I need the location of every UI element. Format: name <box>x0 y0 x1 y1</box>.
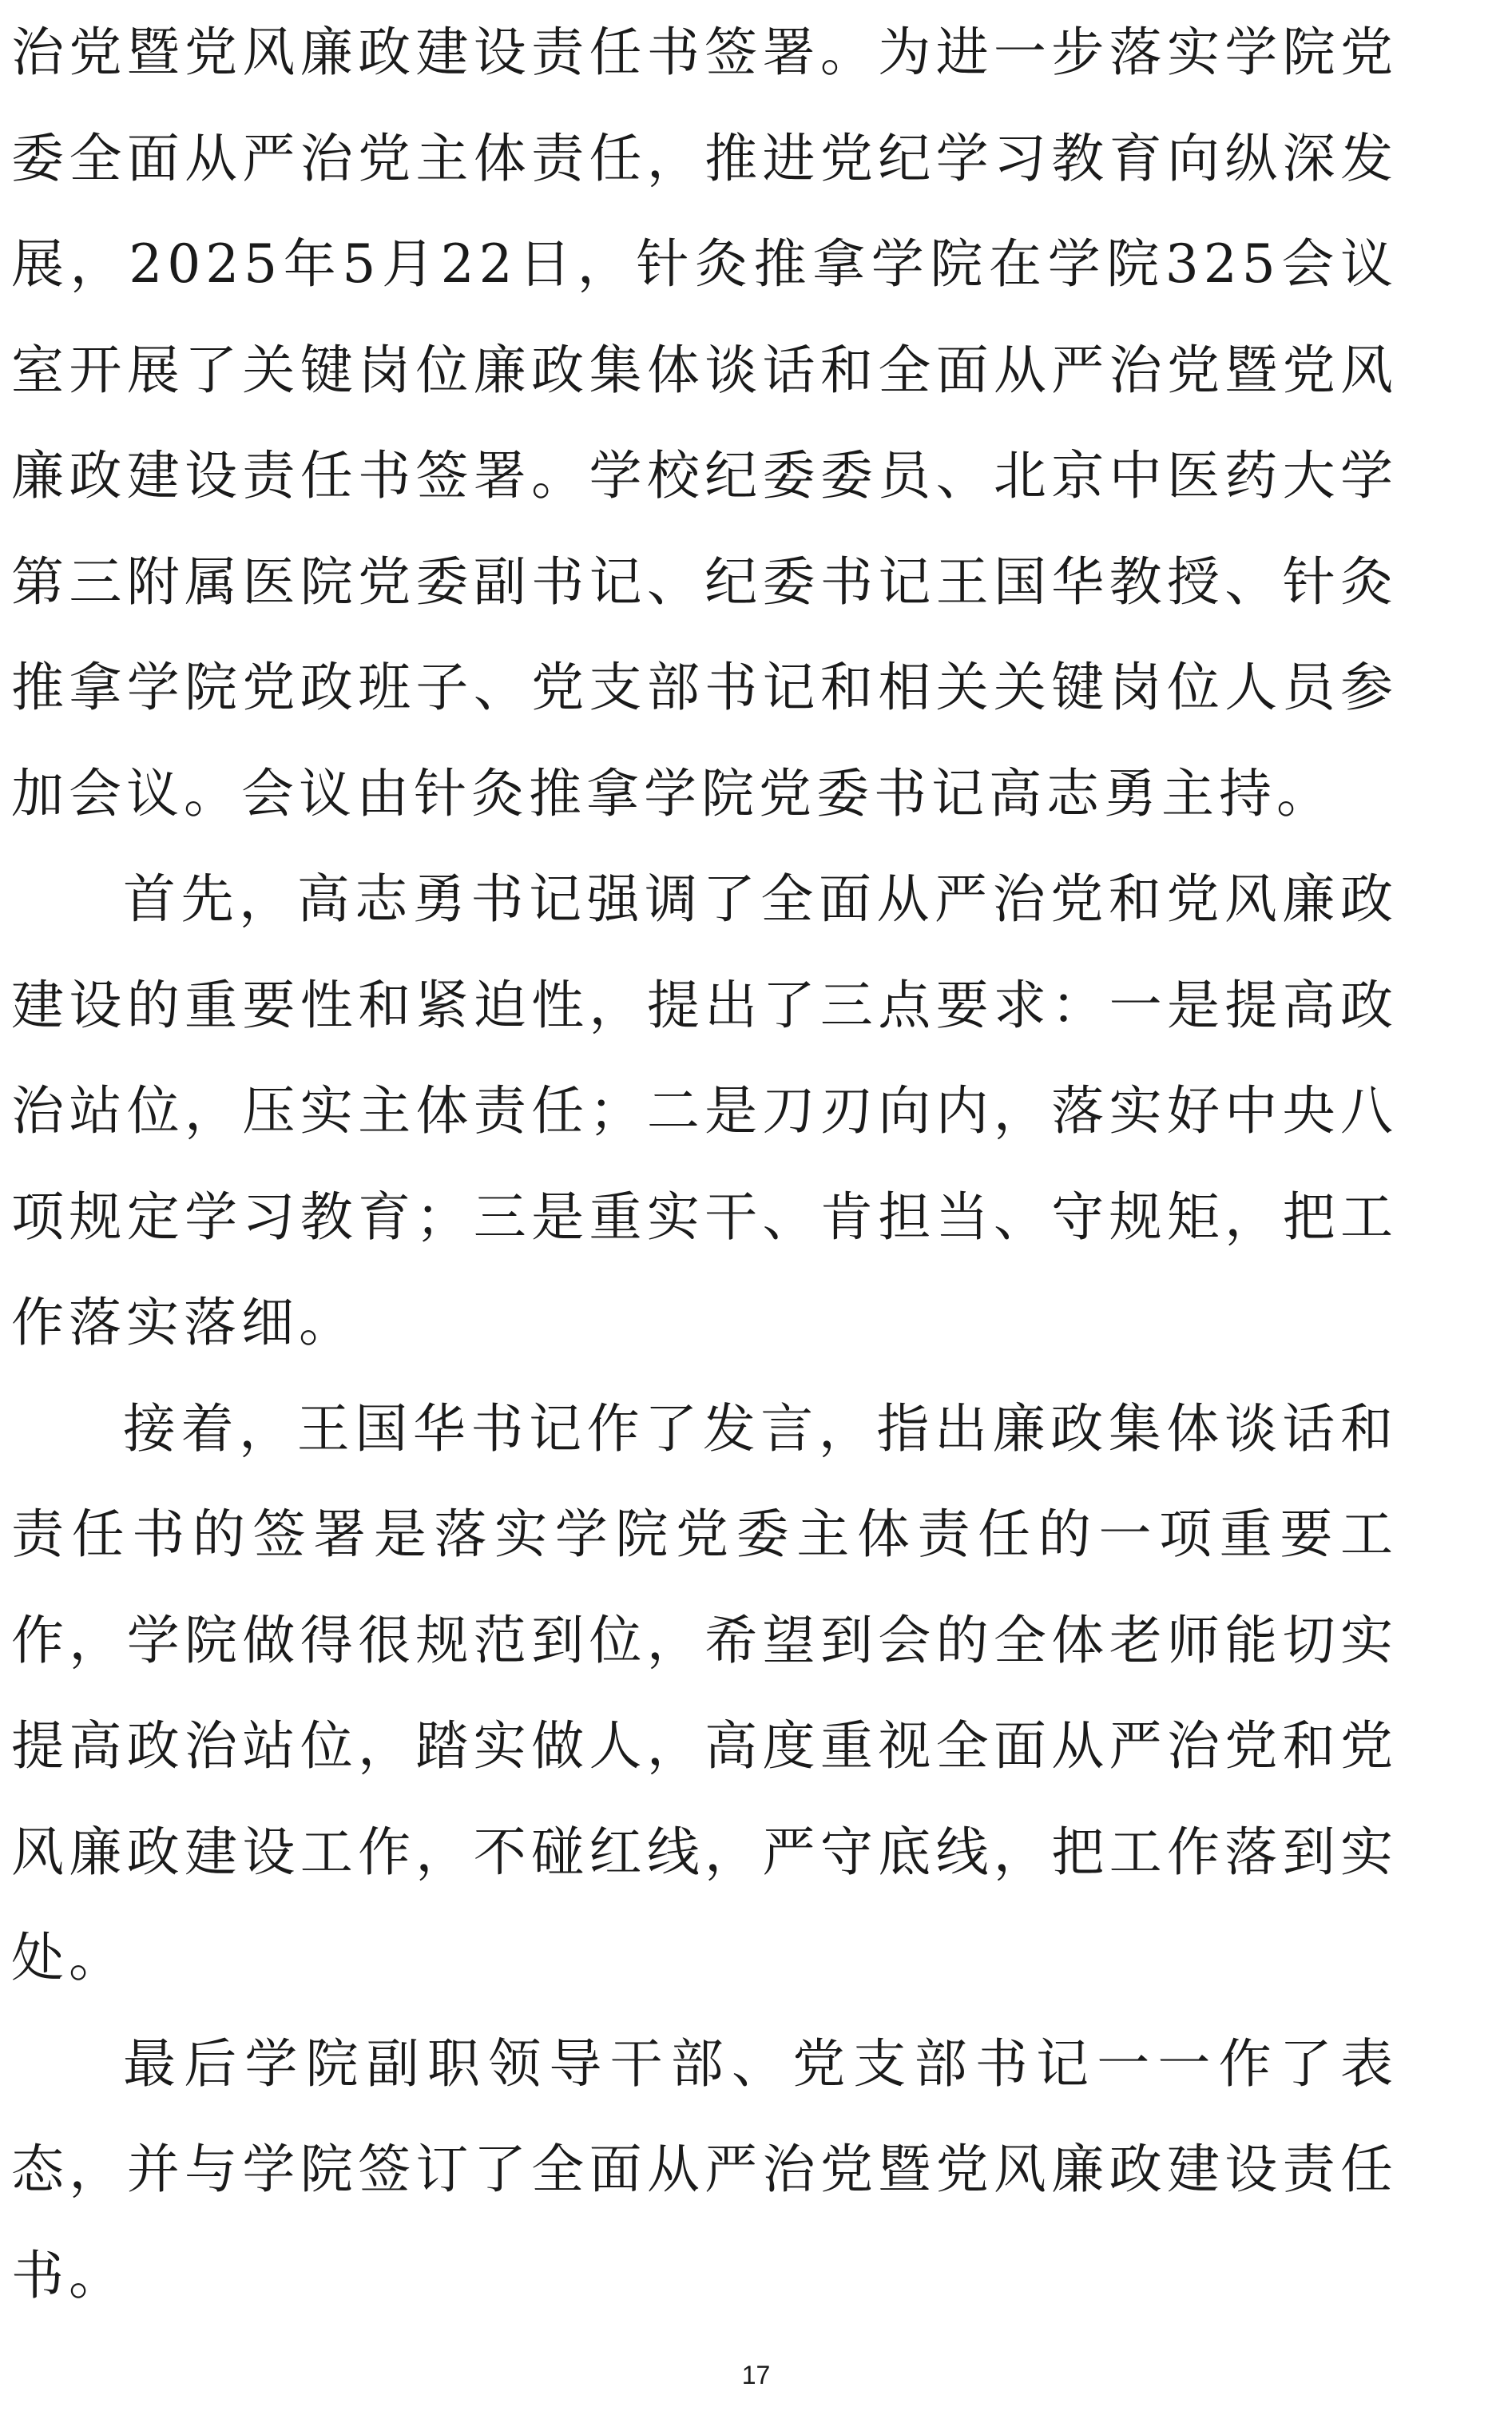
paragraph-2: 首先，高志勇书记强调了全面从严治党和党风廉政建设的重要性和紧迫性，提出了三点要求：一是提高政治站位，压实主体责任；二是刀刃向内，落实好中央八项规定学习教育；三是重实干、肯担当、守规矩，把工作落实落细。 <box>11 868 1398 1353</box>
document-body <box>11 0 1398 2329</box>
paragraph-3: 接着，王国华书记作了发言，指出廉政集体谈话和责任书的签署是落实学院党委主体责任的一项重要工作，学院做得很规范到位，希望到会的全体老师能切实提高政治站位，踏实做人，高度重视全面从严治党和党风廉政建设工作，不碰红线，严守底线，把工作落到实处。 <box>11 1397 1398 1988</box>
paragraph-4: 最后学院副职领导干部、党支部书记一一作了表态，并与学院签订了全面从严治党暨党风廉政建设责任书。 <box>11 2032 1398 2306</box>
page-number: 17 <box>741 2361 771 2389</box>
paragraph-1: 治党暨党风廉政建设责任书签署。为进一步落实学院党委全面从严治党主体责任，推进党纪学习教育向纵深发展，2025年5月22日，针灸推拿学院在学院325会议室开展了关键岗位廉政集体谈话和全面从严治党暨党风廉政建设责任书签署。学校纪委委员、北京中医药大学第三附属医院党委副书记、纪委书记王国华教授、针灸推拿学院党政班子、党支部书记和相关关键岗位人员参加会议。会议由针灸推拿学院党委书记高志勇主持。 <box>11 22 1398 824</box>
